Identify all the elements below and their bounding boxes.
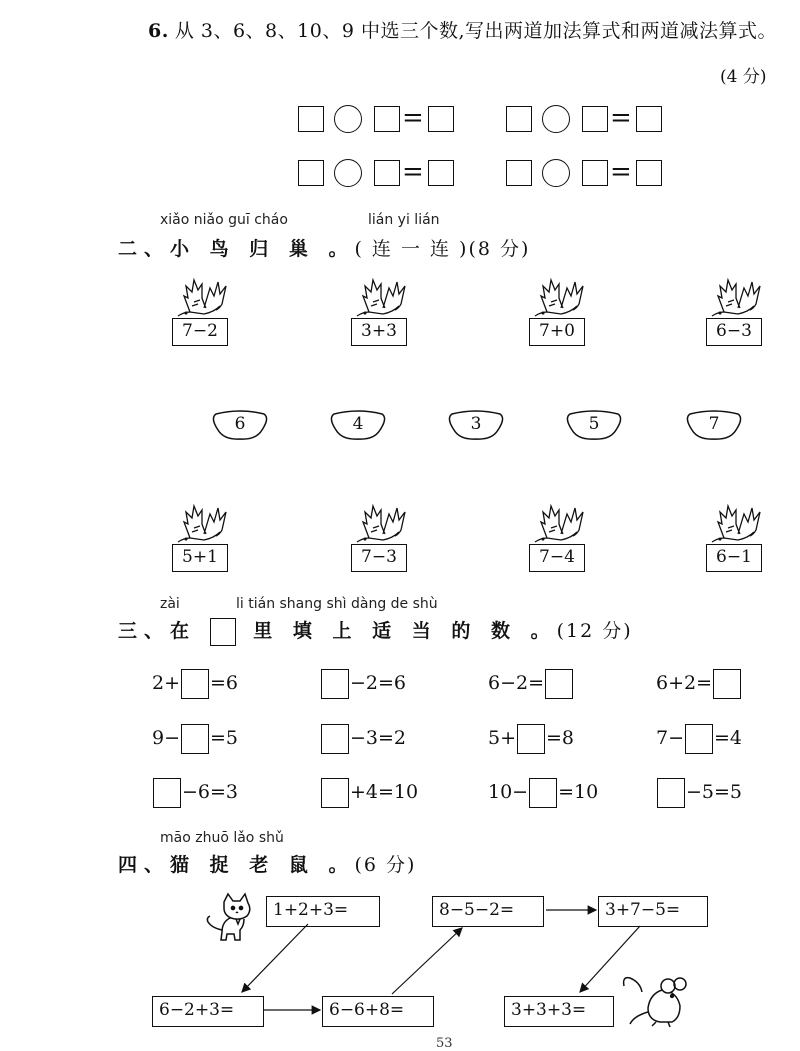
answer-box[interactable]	[321, 669, 349, 699]
answer-box-1-1-c[interactable]	[636, 160, 662, 186]
top-bird-expression[interactable]: 7+0	[529, 318, 585, 346]
equation-suffix: +4=10	[350, 781, 419, 803]
nest-number: 4	[352, 414, 364, 434]
cat-mouse-box-4[interactable]: 6−2+3=	[152, 996, 264, 1027]
equation-suffix: =5	[210, 727, 239, 749]
answer-box-1-1-b[interactable]	[582, 160, 608, 186]
answer-box[interactable]	[181, 669, 209, 699]
equation-suffix: −3=2	[350, 727, 407, 749]
equation-prefix: 6−2=	[488, 672, 545, 694]
fill-equation	[320, 667, 406, 699]
answer-box[interactable]	[657, 778, 685, 808]
bottom-bird-expression[interactable]: 7−3	[351, 544, 407, 572]
operator-circle-1-1[interactable]	[542, 159, 570, 187]
cat-mouse-box-5[interactable]: 6−6+8=	[322, 996, 434, 1027]
bottom-bird-icon	[708, 502, 764, 546]
nest-item[interactable]	[448, 410, 504, 440]
fill-equation	[320, 776, 418, 808]
answer-box-0-0-a[interactable]	[298, 106, 324, 132]
answer-box-0-1-b[interactable]	[582, 106, 608, 132]
equation-suffix: −2=6	[350, 672, 407, 694]
nest-item[interactable]	[330, 410, 386, 440]
answer-box[interactable]	[713, 669, 741, 699]
fill-equation	[488, 722, 574, 754]
section-2-pinyin-title: xiǎo niǎo guī cháo	[160, 212, 288, 228]
section-2-tail: ( 连 一 连 )(8 分)	[354, 238, 531, 260]
bottom-bird-icon	[353, 502, 409, 546]
cat-mouse-box-1[interactable]: 1+2+3=	[266, 896, 380, 927]
fill-equation	[320, 722, 406, 754]
nest-item[interactable]	[686, 410, 742, 440]
answer-box-1-0-a[interactable]	[298, 160, 324, 186]
operator-circle-1-0[interactable]	[334, 159, 362, 187]
equation-prefix: 10−	[488, 781, 529, 803]
equal-sign: =	[402, 103, 424, 133]
cat-mouse-arrows	[0, 880, 800, 1040]
top-bird-icon	[531, 276, 587, 320]
answer-box-0-0-c[interactable]	[428, 106, 454, 132]
top-bird-expression[interactable]: 7−2	[172, 318, 228, 346]
question-6-number: 6.	[148, 20, 169, 42]
section-4-title: 四、猫 捉 老 鼠 。	[118, 854, 355, 876]
answer-box[interactable]	[321, 724, 349, 754]
nest-number: 6	[234, 414, 246, 434]
section-3-title-b: 里 填 上 适 当 的 数 。	[253, 620, 557, 642]
page-number: 53	[436, 1036, 453, 1051]
bottom-bird-icon	[531, 502, 587, 546]
fill-equation	[488, 776, 598, 808]
equation-prefix: 6+2=	[656, 672, 713, 694]
equation-prefix: 7−	[656, 727, 685, 749]
answer-box-0-1-c[interactable]	[636, 106, 662, 132]
bottom-bird-expression[interactable]: 6−1	[706, 544, 762, 572]
question-6-score: (4 分)	[720, 67, 767, 87]
section-2-heading	[118, 234, 530, 261]
section-3-tail: (12 分)	[556, 620, 633, 642]
equation-suffix: =6	[210, 672, 239, 694]
equation-suffix: −6=3	[182, 781, 239, 803]
fill-equation	[656, 667, 742, 699]
bottom-bird-expression[interactable]: 7−4	[529, 544, 585, 572]
section-4-tail: (6 分)	[354, 854, 417, 876]
equation-suffix: =8	[546, 727, 575, 749]
nest-number: 3	[470, 414, 482, 434]
section-3-title-box	[210, 618, 236, 646]
equation-prefix: 5+	[488, 727, 517, 749]
fill-equation	[152, 667, 238, 699]
answer-box-1-0-b[interactable]	[374, 160, 400, 186]
equal-sign: =	[610, 157, 632, 187]
top-bird-expression[interactable]: 3+3	[351, 318, 407, 346]
cat-mouse-box-2[interactable]: 8−5−2=	[432, 896, 544, 927]
fill-equation	[656, 776, 742, 808]
bottom-bird-icon	[174, 502, 230, 546]
nest-number: 7	[708, 414, 720, 434]
top-bird-icon	[174, 276, 230, 320]
equation-suffix: =4	[714, 727, 743, 749]
section-4-heading	[118, 850, 416, 877]
section-3-pinyin-zai: zài	[160, 596, 180, 612]
fill-equation	[488, 667, 574, 699]
question-6-text: 从 3、6、8、10、9 中选三个数,写出两道加法算式和两道减法算式。	[174, 20, 777, 42]
section-3-title-a: 三、在	[118, 620, 197, 642]
cat-mouse-box-6[interactable]: 3+3+3=	[504, 996, 614, 1027]
answer-box[interactable]	[181, 724, 209, 754]
answer-box[interactable]	[517, 724, 545, 754]
arrow-box5-to-box2	[392, 928, 462, 994]
answer-box[interactable]	[685, 724, 713, 754]
equal-sign: =	[610, 103, 632, 133]
answer-box-1-0-c[interactable]	[428, 160, 454, 186]
question-6	[148, 16, 777, 43]
nest-number: 5	[588, 414, 600, 434]
section-2-pinyin-sub: lián yi lián	[368, 212, 440, 228]
equation-suffix: −5=5	[686, 781, 743, 803]
bottom-bird-expression[interactable]: 5+1	[172, 544, 228, 572]
section-4-pinyin: māo zhuō lǎo shǔ	[160, 830, 284, 846]
equation-prefix: 2+	[152, 672, 181, 694]
answer-box-0-1-a[interactable]	[506, 106, 532, 132]
top-bird-icon	[708, 276, 764, 320]
fill-equation	[656, 722, 742, 754]
top-bird-icon	[353, 276, 409, 320]
section-3-heading	[118, 616, 633, 646]
answer-box-0-0-b[interactable]	[374, 106, 400, 132]
operator-circle-0-1[interactable]	[542, 105, 570, 133]
answer-box[interactable]	[529, 778, 557, 808]
arrow-box3-to-box6	[580, 926, 640, 992]
top-bird-expression[interactable]: 6−3	[706, 318, 762, 346]
answer-box-1-1-a[interactable]	[506, 160, 532, 186]
fill-equation	[152, 776, 238, 808]
equation-suffix: =10	[558, 781, 599, 803]
operator-circle-0-0[interactable]	[334, 105, 362, 133]
arrow-box1-to-box4	[242, 924, 308, 992]
answer-box[interactable]	[153, 778, 181, 808]
fill-equation	[152, 722, 238, 754]
equation-prefix: 9−	[152, 727, 181, 749]
section-3-pinyin-rest: li tián shang shì dàng de shù	[236, 596, 438, 612]
nest-item[interactable]	[566, 410, 622, 440]
nest-item[interactable]	[212, 410, 268, 440]
answer-box[interactable]	[321, 778, 349, 808]
cat-mouse-box-3[interactable]: 3+7−5=	[598, 896, 708, 927]
answer-box[interactable]	[545, 669, 573, 699]
equal-sign: =	[402, 157, 424, 187]
section-2-title: 二、小 鸟 归 巢 。	[118, 238, 355, 260]
